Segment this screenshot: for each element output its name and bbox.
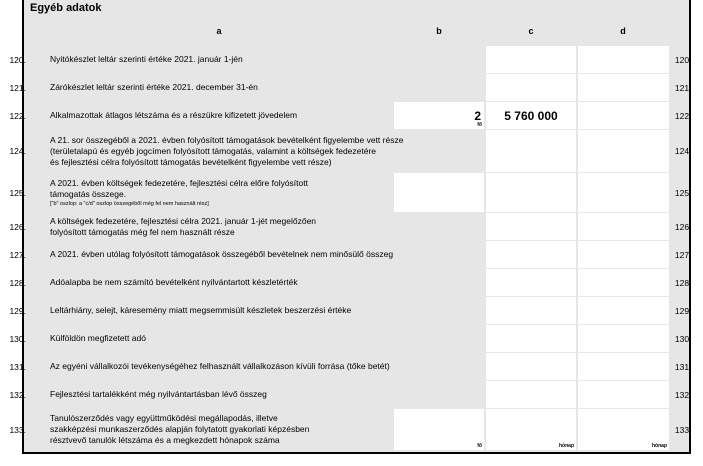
row-number: 125.: [9, 187, 26, 198]
value-cell-c[interactable]: [486, 74, 576, 101]
row-label-line: Külföldön megfizetett adó: [50, 333, 146, 343]
value-cell-c[interactable]: [486, 213, 576, 240]
row-reference-number: 121: [674, 82, 690, 93]
row-reference-number: 127: [674, 249, 690, 260]
value-cell-d[interactable]: [578, 269, 669, 296]
row-number: 121.: [9, 82, 26, 93]
value-cell-c[interactable]: [486, 409, 576, 450]
row-number: 120.: [9, 54, 26, 65]
row-reference-number: 132: [674, 389, 690, 400]
cell-unit: fő: [477, 122, 482, 128]
row-label: [50, 353, 486, 380]
cell-value: 5 760 000: [504, 108, 558, 123]
column-header-a: a: [216, 26, 222, 36]
value-cell-d[interactable]: [578, 353, 669, 380]
row-reference-number: 124: [674, 146, 690, 156]
row-reference-number: 133: [674, 424, 690, 435]
row-number: 124.: [9, 146, 26, 156]
row-reference-number: 122: [674, 110, 690, 121]
value-cell-d[interactable]: [578, 130, 669, 172]
value-cell-d[interactable]: [578, 102, 669, 129]
cell-unit: hónap: [559, 443, 574, 449]
row-label: [50, 74, 486, 101]
row-number: 132.: [9, 389, 26, 400]
row-reference-number: 130: [674, 333, 690, 344]
row-label-line: Leltárhiány, selejt, káresemény miatt megsemmisült készletek beszerzési értéke: [50, 305, 352, 315]
value-cell-b[interactable]: [394, 173, 484, 212]
column-header-b: b: [436, 26, 442, 36]
cell-value: 2: [474, 108, 481, 123]
row-label-line: Tanulószerződés vagy együttműködési megállapodás, illetve: [50, 413, 278, 423]
value-cell-d[interactable]: [578, 46, 669, 73]
value-cell-c[interactable]: [486, 173, 576, 212]
row-label-line: folyósított támogatás még fel nem használt része: [50, 226, 235, 237]
cell-unit: hónap: [652, 443, 667, 449]
row-label-line: A 2021. évben költségek fedezetére, fejlesztési célra előre folyósított: [50, 177, 308, 188]
row-number: 122.: [9, 110, 26, 121]
row-label-line: Zárókészlet leltár szerinti értéke 2021. december 31-én: [50, 82, 258, 92]
row-label: [50, 297, 486, 324]
row-label-line: A költségek fedezetére, fejlesztési célra 2021. január 1-jét megelőzően: [50, 215, 317, 226]
row-number: 126.: [9, 221, 26, 232]
value-cell-d[interactable]: [578, 325, 669, 352]
value-cell-c[interactable]: [486, 241, 576, 268]
row-label-line: Adóalapba be nem számító bevételként nyilvántartott készletérték: [50, 277, 298, 287]
value-cell-c[interactable]: [486, 353, 576, 380]
column-header-c: c: [528, 26, 534, 36]
value-cell-b[interactable]: [394, 102, 484, 129]
row-label-line: Az egyéni vállalkozói tevékenységéhez felhasznált vállalkozáson kívüli forrása (tőke betét): [50, 361, 390, 371]
row-label-line: és fejlesztési célra folyósított támogatás bevételként figyelembe vett része): [50, 156, 332, 167]
value-cell-c[interactable]: [486, 381, 576, 408]
row-label: [50, 381, 486, 408]
row-reference-number: 125: [674, 187, 690, 198]
cell-unit: fő: [477, 443, 482, 449]
row-number: 128.: [9, 277, 26, 288]
row-note: ["b" oszlop: a "c/d" oszlop összegéből még fel nem használt rész]: [50, 200, 209, 207]
row-label-line: Nyitókészlet leltár szerinti értéke 2021. január 1-jén: [50, 54, 243, 64]
row-label: [50, 269, 486, 296]
value-cell-c[interactable]: [486, 130, 576, 172]
row-reference-number: 128: [674, 277, 690, 288]
row-label-line: (területalapú és egyéb jogcímen folyósított támogatás, valamint a költségek fedezetére: [50, 145, 377, 156]
row-label-line: Alkalmazottak átlagos létszáma és a részükre kifizetett jövedelem: [50, 110, 298, 120]
row-label-line: A 21. sor összegéből a 2021. évben folyósított támogatások bevételként figyelembe vett része: [50, 134, 404, 145]
row-label: [50, 213, 486, 240]
value-cell-b[interactable]: [394, 409, 484, 450]
value-cell-c[interactable]: [486, 297, 576, 324]
value-cell-d[interactable]: [578, 297, 669, 324]
row-label-line: támogatás összege.: [50, 188, 127, 199]
row-number: 133.: [9, 424, 26, 435]
row-label: [50, 130, 486, 172]
row-number: 129.: [9, 305, 26, 316]
row-reference-number: 120: [674, 54, 690, 65]
row-reference-number: 131: [674, 361, 690, 372]
value-cell-d[interactable]: [578, 74, 669, 101]
row-reference-number: 126: [674, 221, 690, 232]
section-title: Egyéb adatok: [30, 2, 102, 14]
value-cell-d[interactable]: [578, 381, 669, 408]
row-label-line: szakképzési munkaszerződés alapján folytatott gyakorlati képzésben: [50, 424, 310, 434]
value-cell-d[interactable]: [578, 241, 669, 268]
row-label: [50, 46, 486, 73]
value-cell-c[interactable]: [486, 269, 576, 296]
row-label-line: résztvevő tanulók létszáma és a megkezdett hónapok száma: [50, 435, 280, 445]
row-number: 131.: [9, 361, 26, 372]
row-number: 127.: [9, 249, 26, 260]
value-cell-c[interactable]: [486, 46, 576, 73]
row-reference-number: 129: [674, 305, 690, 316]
value-cell-d[interactable]: [578, 173, 669, 212]
row-label-line: A 2021. évben utólag folyósított támogatások összegéből bevételnek nem minősülő összeg: [50, 249, 394, 259]
row-label-line: Fejlesztési tartalékként még nyilvántartásban lévő összeg: [50, 389, 267, 399]
value-cell-d[interactable]: [578, 409, 669, 450]
value-cell-c[interactable]: [486, 102, 576, 129]
row-number: 130.: [9, 333, 26, 344]
row-label: [50, 241, 486, 268]
column-header-d: d: [620, 26, 626, 36]
row-label: [50, 325, 486, 352]
value-cell-d[interactable]: [578, 213, 669, 240]
value-cell-c[interactable]: [486, 325, 576, 352]
